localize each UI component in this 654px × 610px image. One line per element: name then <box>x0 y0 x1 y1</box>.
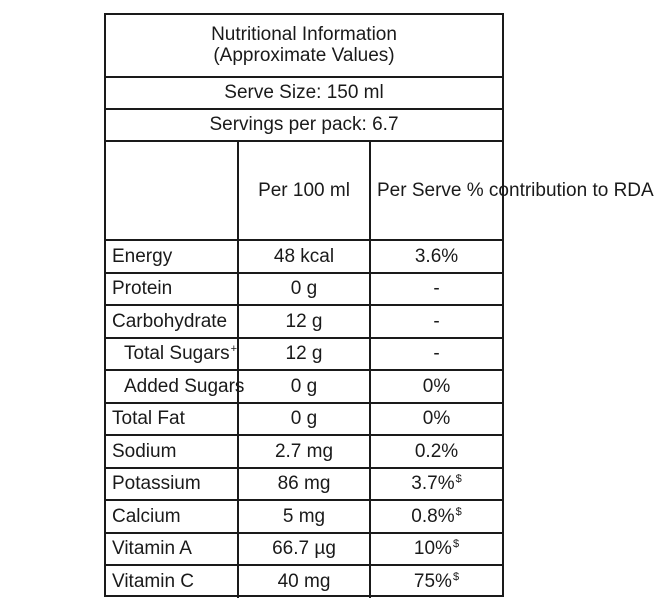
nutrient-label: Vitamin C <box>112 571 195 593</box>
footnote-mark: $ <box>455 473 462 486</box>
nutrition-table <box>106 15 654 598</box>
per-100-value: 0 g <box>238 403 370 436</box>
nutrient-name <box>106 305 238 338</box>
rda-label: 0% <box>422 408 451 430</box>
nutrient-name <box>106 273 238 306</box>
column-header-per-serve: Per Serve % contribution to RDA <box>370 141 502 240</box>
nutrient-label: Energy <box>112 245 173 267</box>
nutrient-label: Potassium <box>112 473 201 495</box>
column-header-row <box>106 141 502 240</box>
rda-value <box>370 338 502 371</box>
nutrient-name <box>106 533 238 566</box>
table-row <box>106 435 502 468</box>
per-100-value: 12 g <box>238 305 370 338</box>
per-100-value: 66.7 µg <box>238 533 370 566</box>
nutrient-label: Total Fat <box>112 408 185 430</box>
per-100-value: 5 mg <box>238 500 370 533</box>
per-100-value: 86 mg <box>238 468 370 501</box>
footnote-mark: $ <box>452 571 460 584</box>
table-row <box>106 403 502 436</box>
table-row <box>106 370 502 403</box>
nutrient-label: Vitamin A <box>112 538 192 560</box>
nutrition-panel <box>104 13 654 597</box>
table-row <box>106 533 502 566</box>
per-100-value: 0 g <box>238 273 370 306</box>
nutrient-name <box>106 500 238 533</box>
rda-value <box>370 435 502 468</box>
title-line-1: Nutritional Information <box>211 23 397 45</box>
nutrient-label: Calcium <box>112 505 181 527</box>
rda-value <box>370 240 502 273</box>
rda-value <box>370 565 502 598</box>
servings-per-pack: Servings per pack: 6.7 <box>106 109 502 141</box>
rda-value <box>370 533 502 566</box>
table-row <box>106 305 502 338</box>
table-row <box>106 338 502 371</box>
column-header-nutrient <box>106 141 238 240</box>
table-title <box>106 15 502 77</box>
rda-label: - <box>433 343 440 365</box>
footnote-mark: $ <box>455 505 462 518</box>
table-row <box>106 500 502 533</box>
per-100-value: 12 g <box>238 338 370 371</box>
rda-label: 3.6% <box>414 245 459 267</box>
rda-label: 0.8% <box>411 505 455 527</box>
table-row <box>106 273 502 306</box>
rda-label: - <box>433 310 440 332</box>
per-100-value: 2.7 mg <box>238 435 370 468</box>
title-line-2: (Approximate Values) <box>213 44 395 66</box>
nutrient-name <box>106 240 238 273</box>
per-100-value: 40 mg <box>238 565 370 598</box>
rda-value <box>370 468 502 501</box>
footnote-mark: $ <box>452 538 460 551</box>
rda-label: 3.7% <box>411 473 455 495</box>
rda-label: - <box>433 278 440 300</box>
rda-label: 0% <box>422 375 451 397</box>
nutrient-label: Protein <box>112 278 173 300</box>
rda-value <box>370 273 502 306</box>
nutrient-label: Sodium <box>112 440 177 462</box>
nutrient-name <box>106 435 238 468</box>
servings-row <box>106 109 502 141</box>
column-header-per-100: Per 100 ml <box>238 141 370 240</box>
nutrient-label: Carbohydrate <box>112 310 228 332</box>
rda-value <box>370 305 502 338</box>
rda-label: 10% <box>413 538 452 560</box>
footnote-mark: + <box>230 343 238 356</box>
nutrient-name <box>106 403 238 436</box>
nutrient-name <box>106 565 238 598</box>
table-row <box>106 565 502 598</box>
rda-value <box>370 403 502 436</box>
rda-label: 0.2% <box>414 440 459 462</box>
serve-size-row <box>106 77 502 109</box>
title-row <box>106 15 502 77</box>
table-row <box>106 468 502 501</box>
rda-value <box>370 370 502 403</box>
nutrient-label: Total Sugars <box>124 343 230 365</box>
rda-value <box>370 500 502 533</box>
table-row <box>106 240 502 273</box>
nutrient-name <box>106 338 238 371</box>
nutrient-name <box>106 370 245 403</box>
per-100-value: 48 kcal <box>238 240 370 273</box>
nutrient-label: Added Sugars <box>124 375 245 397</box>
rda-label: 75% <box>413 571 452 593</box>
nutrient-name <box>106 468 238 501</box>
per-100-value: 0 g <box>238 370 370 403</box>
serve-size: Serve Size: 150 ml <box>106 77 502 109</box>
